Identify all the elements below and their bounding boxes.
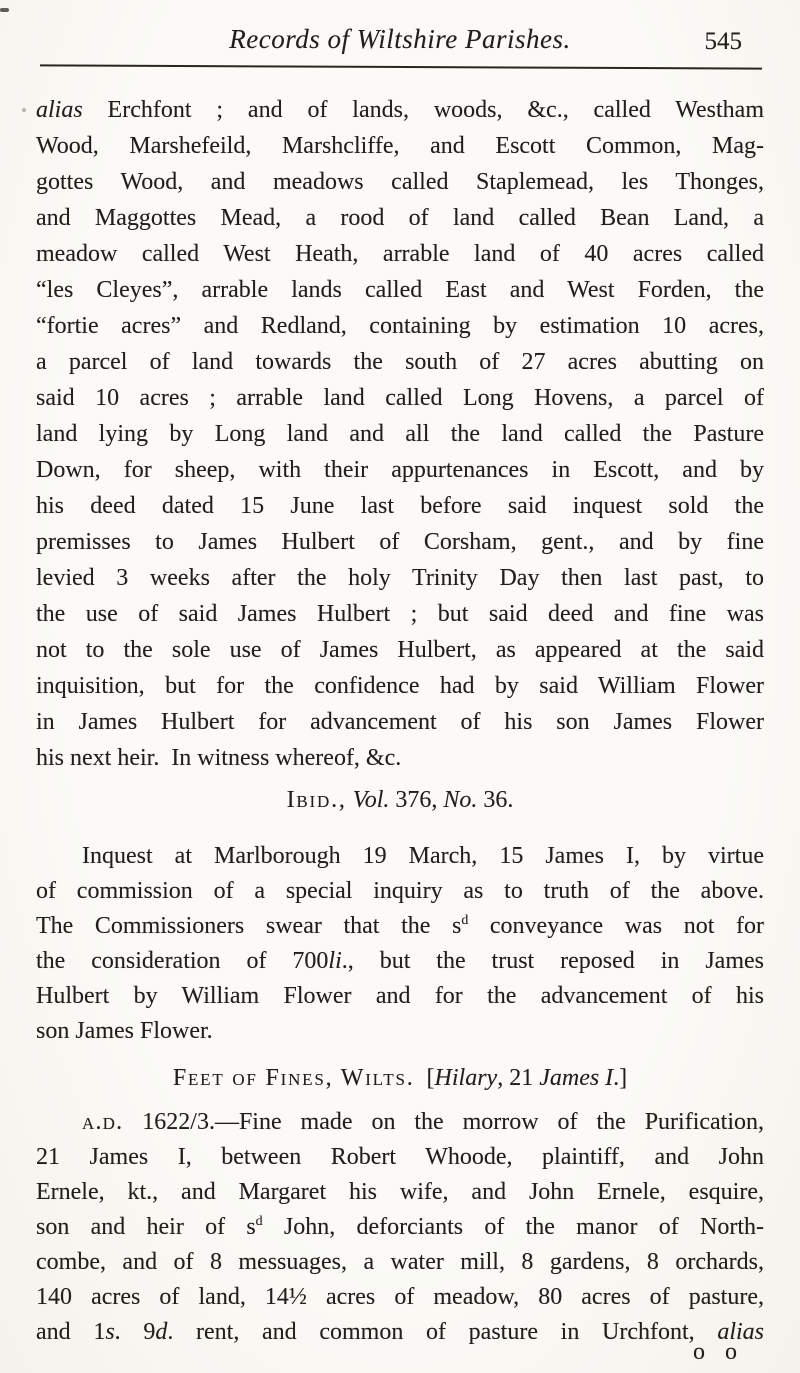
text-run: Hilary <box>434 1065 498 1091</box>
page-content <box>36 92 764 1350</box>
text-run: meadow called West Heath, arrable land of 40 acres called <box>36 241 764 267</box>
text-line <box>36 416 764 452</box>
text-line <box>36 344 764 380</box>
text-run: d <box>255 1214 263 1229</box>
text-run: [ <box>414 1065 435 1091</box>
text-run: premisses to James Hulbert of Corsham, gent., and by fine <box>36 529 764 555</box>
running-header <box>36 16 764 62</box>
text-run: Vol. <box>352 787 390 813</box>
text-run: .] <box>613 1065 628 1091</box>
text-line <box>36 524 764 560</box>
text-run: No. <box>443 787 478 813</box>
text-line <box>36 1175 764 1210</box>
text-run: alias <box>717 1319 765 1345</box>
text-run: alias <box>36 97 83 123</box>
paragraph-marlborough-inquest <box>36 839 764 1049</box>
text-run: li <box>328 948 342 974</box>
text-run: 140 acres of land, 14½ acres of meadow, 80 acres of pasture, <box>36 1284 764 1310</box>
text-run: Erchfont ; and of lands, woods, &c., called Westham <box>82 97 764 123</box>
text-run: gottes Wood, and meadows called Staplemead, les Thonges, <box>36 169 764 195</box>
text-run: Feet of Fines, Wilts. <box>172 1065 415 1091</box>
text-line <box>36 488 764 524</box>
text-run: s <box>105 1319 115 1345</box>
text-line <box>36 740 764 776</box>
text-run: levied 3 weeks after the holy Trinity Day then last past, to <box>36 565 764 591</box>
text-line <box>36 944 764 979</box>
text-line <box>36 1210 764 1245</box>
text-run: the use of said James Hulbert ; but said deed and fine was <box>36 601 764 627</box>
text-run: The Commissioners swear that the s <box>36 913 462 939</box>
paragraph-fine-1622 <box>36 1105 764 1350</box>
text-line <box>36 1315 764 1350</box>
text-run: not to the sole use of James Hulbert, as appeared at the said <box>36 637 764 663</box>
text-line <box>36 668 764 704</box>
text-line <box>36 704 764 740</box>
text-run: said 10 acres ; arrable land called Long Hovens, a parcel of <box>36 385 764 411</box>
text-run: the consideration of 700 <box>36 948 329 974</box>
text-line <box>36 632 764 668</box>
text-run: son James Flower. <box>36 1018 213 1044</box>
text-line <box>36 200 764 236</box>
text-run: and Maggottes Mead, a rood of land called Bean Land, a <box>36 205 764 231</box>
text-run: of commission of a special inquiry as to truth of the above. <box>36 878 764 904</box>
text-line <box>36 164 764 200</box>
ibid-heading <box>36 782 764 818</box>
text-run: “les Cleyes”, arrable lands called East and West Forden, the <box>36 277 764 303</box>
text-run: d <box>155 1319 168 1345</box>
scan-speck <box>22 108 26 112</box>
text-run: son and heir of s <box>36 1214 256 1240</box>
paragraph-erchfont-lands <box>36 92 764 776</box>
text-run: conveyance was not for <box>468 913 764 939</box>
scan-speck <box>0 8 9 12</box>
text-line <box>36 272 764 308</box>
text-line <box>36 452 764 488</box>
text-run: and 1 <box>36 1319 106 1345</box>
text-line <box>36 1105 764 1140</box>
text-line <box>36 1245 764 1280</box>
text-run: John, deforciants of the manor of North- <box>262 1214 764 1240</box>
text-line <box>36 839 764 874</box>
text-run: Down, for sheep, with their appurtenances in Escott, and by <box>36 457 764 483</box>
page-number: 545 <box>704 28 742 55</box>
text-run: “fortie acres” and Redland, containing by estimation 10 acres, <box>36 313 764 339</box>
text-run: his next heir. In witness whereof, &c. <box>36 745 402 771</box>
text-line <box>36 874 764 909</box>
text-line <box>36 308 764 344</box>
text-run: 376, <box>389 787 444 813</box>
text-run: ., but the trust reposed in James <box>341 948 764 974</box>
text-run: James I <box>539 1065 614 1091</box>
text-run: land lying by Long land and all the land called the Pasture <box>36 421 764 447</box>
text-run: Ibid., <box>286 787 347 813</box>
text-run: in James Hulbert for advancement of his son James Flower <box>36 709 764 735</box>
text-run: a.d. <box>82 1109 124 1135</box>
text-run: inquisition, but for the confidence had by said William Flower <box>36 673 764 699</box>
text-line <box>36 979 764 1014</box>
text-line <box>36 596 764 632</box>
text-run: combe, and of 8 messuages, a water mill, 8 gardens, 8 orchards, <box>36 1249 764 1275</box>
text-run: a parcel of land towards the south of 27 acres abutting on <box>36 349 764 375</box>
text-run: d <box>461 913 469 928</box>
page-title: Records of Wiltshire Parishes. <box>229 24 571 54</box>
text-line <box>36 1280 764 1315</box>
text-line <box>36 128 764 164</box>
text-run: Hulbert by William Flower and for the advancement of his <box>36 983 764 1009</box>
text-line <box>36 236 764 272</box>
text-run: Inquest at Marlborough 19 March, 15 James I, by virtue <box>82 843 764 869</box>
text-line <box>36 1140 764 1175</box>
text-run: . 9 <box>114 1319 156 1345</box>
text-run: Ernele, kt., and Margaret his wife, and John Ernele, esquire, <box>36 1179 764 1205</box>
text-run: Wood, Marshefeild, Marshcliffe, and Escott Common, Mag- <box>36 133 764 159</box>
text-line <box>36 92 764 128</box>
header-rule <box>40 64 762 69</box>
text-run: 21 James I, between Robert Whoode, plaintiff, and John <box>36 1144 764 1170</box>
signature-mark: o o <box>693 1339 744 1365</box>
text-line <box>36 560 764 596</box>
text-line <box>36 380 764 416</box>
text-run: , 21 <box>497 1065 540 1091</box>
text-run: his deed dated 15 June last before said inquest sold the <box>36 493 764 519</box>
feet-of-fines-heading <box>36 1060 764 1096</box>
text-run: 36. <box>477 787 514 813</box>
text-run: . rent, and common of pasture in Urchfont, <box>167 1319 718 1345</box>
text-line <box>36 909 764 944</box>
text-run: 1622/3.—Fine made on the morrow of the Purification, <box>123 1109 764 1135</box>
text-line <box>36 1014 764 1049</box>
